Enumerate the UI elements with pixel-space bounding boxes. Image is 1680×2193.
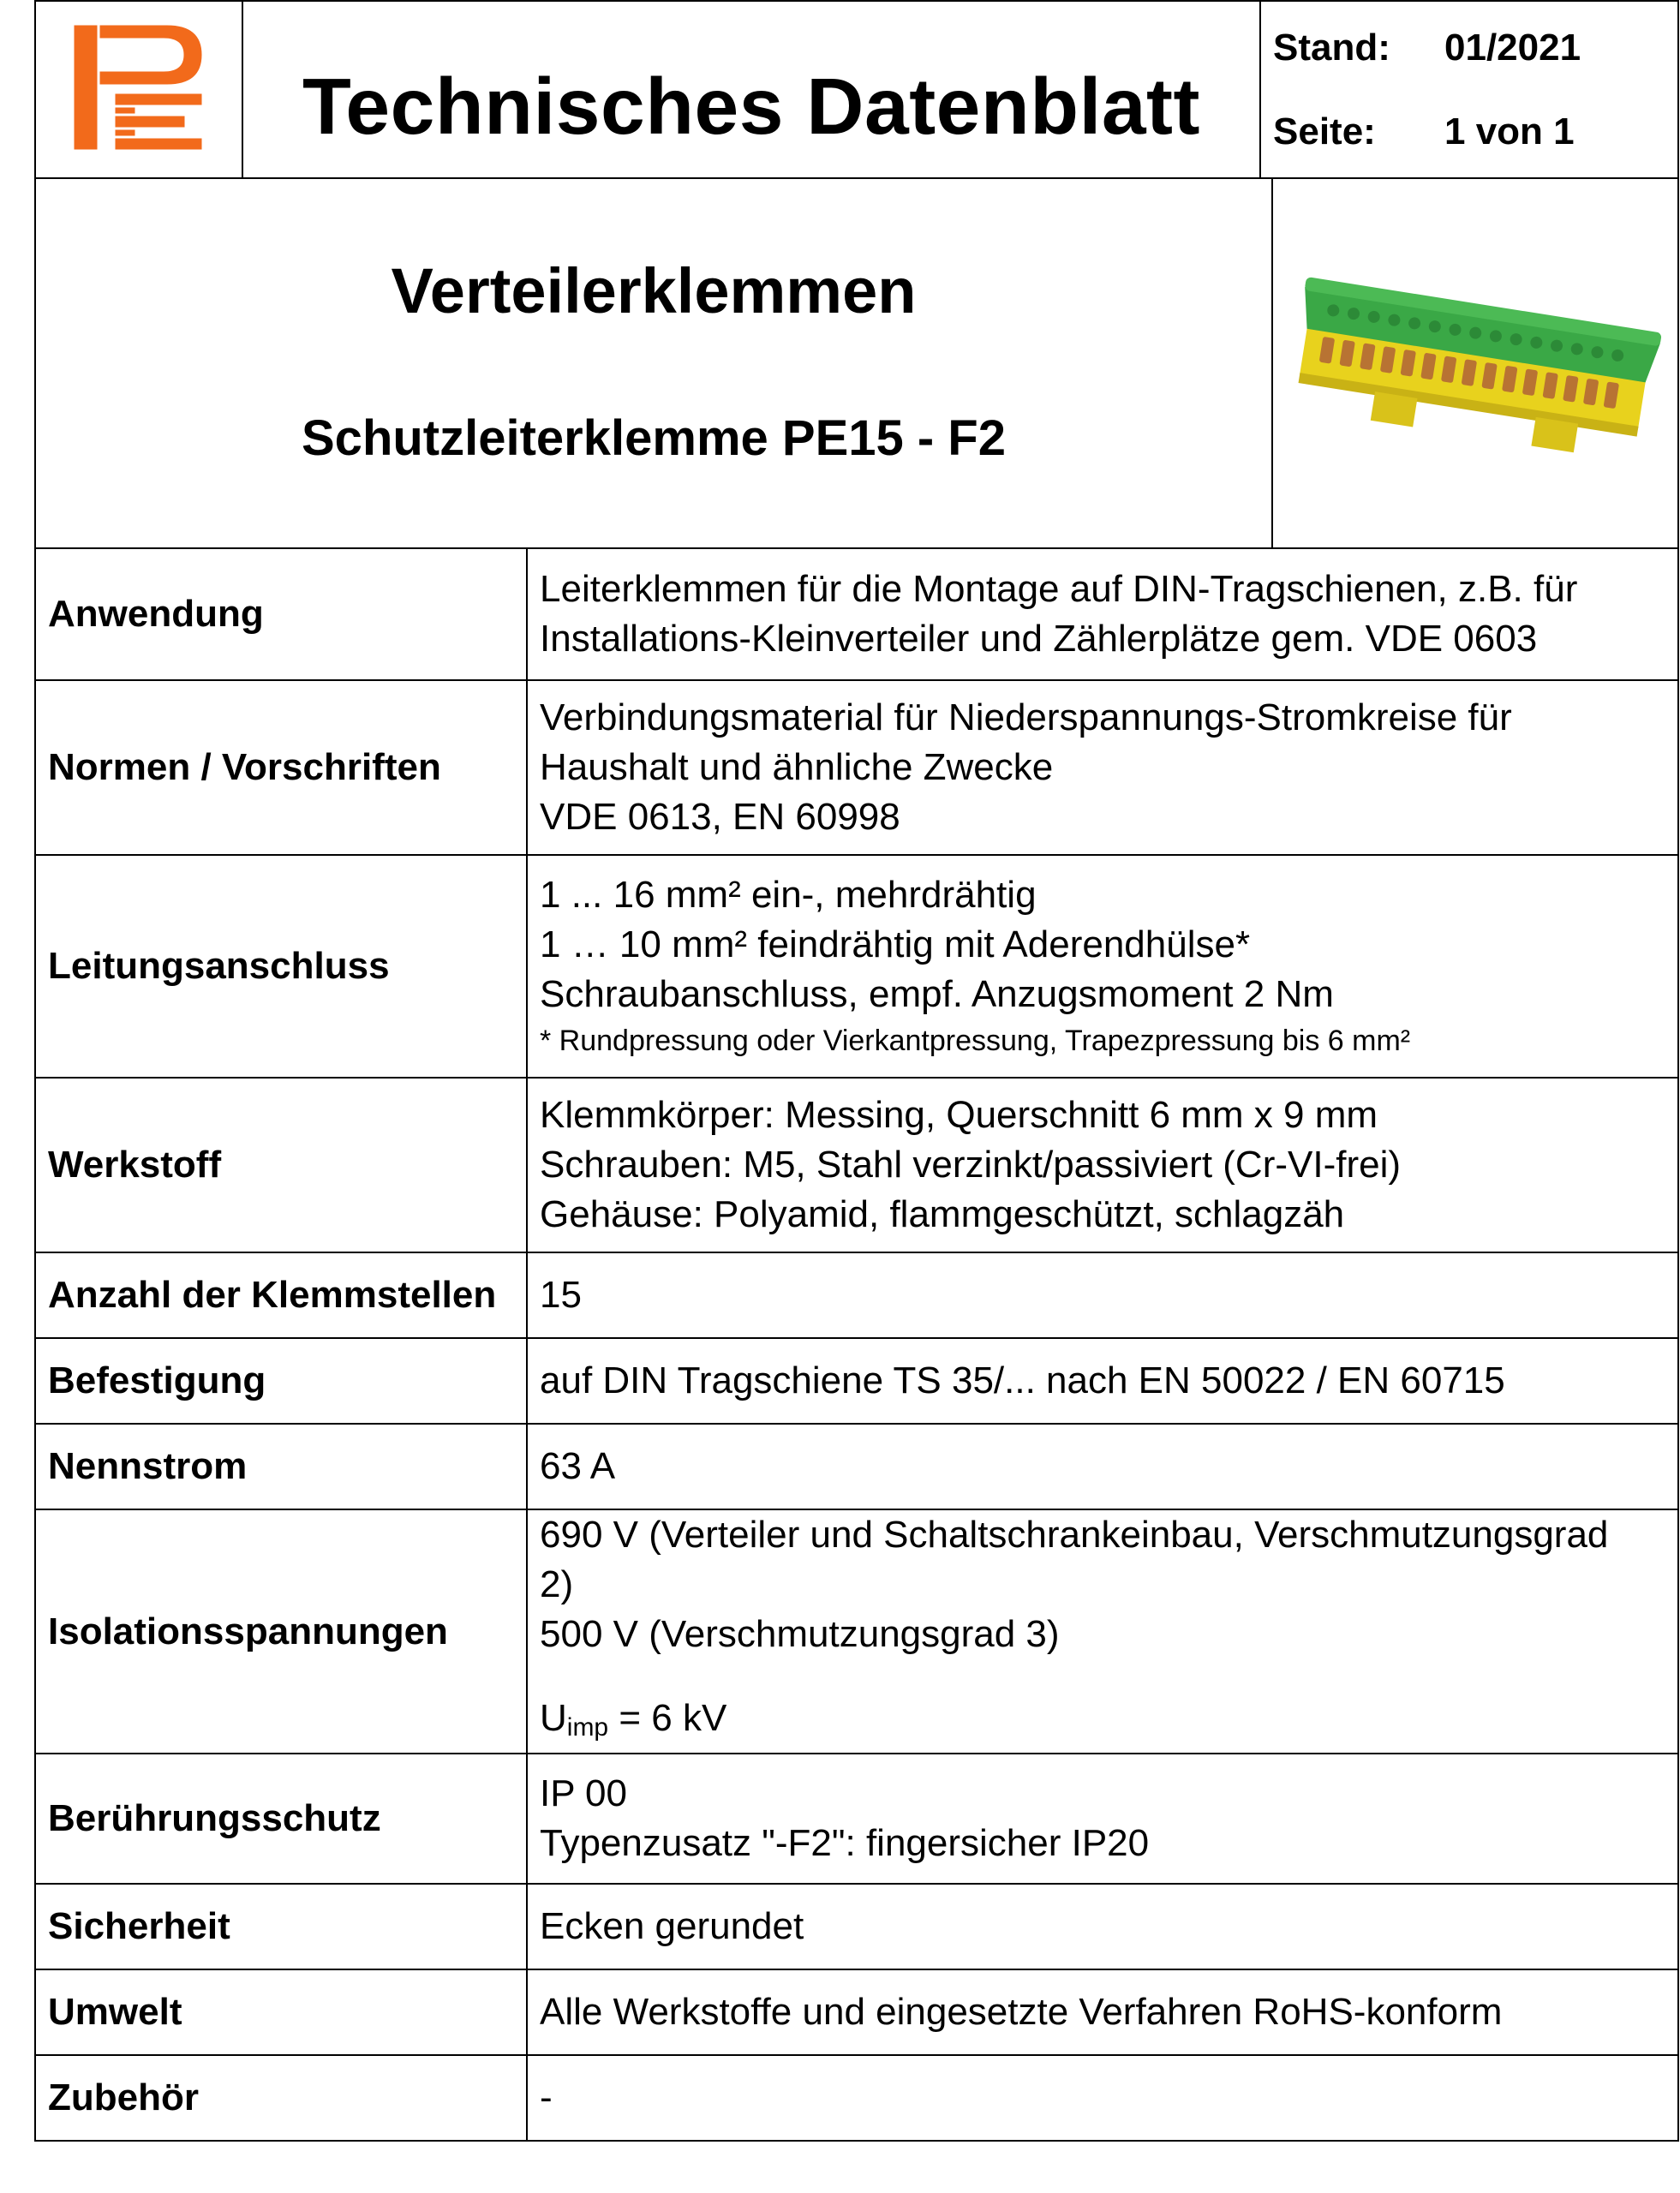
document-title: Technisches Datenblatt	[302, 62, 1201, 151]
anwendung-line: Leiterklemmen für die Montage auf DIN-Tragschienen, z.B. für	[540, 568, 1578, 610]
logo-cell	[35, 1, 242, 178]
gehaeuse-key: Gehäuse:	[540, 1193, 703, 1235]
seite-label: Seite:	[1273, 110, 1376, 152]
beruehrung-value	[527, 1754, 1678, 1884]
stand-value: 01/2021	[1444, 26, 1581, 69]
isolation-line: 500 V (Verschmutzungsgrad 3)	[540, 1613, 1060, 1655]
werkstoff-schrauben-row	[540, 1140, 1669, 1190]
uimp-symbol: U	[540, 1697, 567, 1739]
product-subtitle: Schutzleiterklemme PE15 - F2	[302, 410, 1006, 466]
isolation-value	[527, 1509, 1678, 1754]
product-table	[34, 177, 1679, 549]
uimp-value: = 6 kV	[608, 1697, 727, 1739]
seite-row	[1273, 90, 1677, 174]
leitung-line: 1 … 10 mm² feindrähtig mit Aderendhülse*	[540, 923, 1251, 965]
anzahl-value: 15	[527, 1252, 1678, 1338]
spec-table	[34, 547, 1679, 2142]
beruehrung-line: IP 00	[540, 1772, 627, 1814]
normen-line: Haushalt und ähnliche Zwecke	[540, 746, 1054, 788]
isolation-line: 690 V (Verteiler und Schaltschrankeinbau, Verschmutzungsgrad	[540, 1514, 1609, 1556]
header-table	[34, 0, 1679, 179]
nennstrom-value: 63 A	[527, 1424, 1678, 1509]
table-row	[35, 2055, 1678, 2141]
gehaeuse-value: Polyamid, flammgeschützt, schlagzäh	[714, 1193, 1345, 1235]
table-row	[35, 1969, 1678, 2055]
anwendung-label: Anwendung	[35, 548, 527, 680]
stand-label: Stand:	[1273, 26, 1390, 69]
uimp-subscript: imp	[566, 1713, 609, 1742]
normen-value	[527, 680, 1678, 855]
table-row	[35, 1078, 1678, 1252]
leitung-line: Schraubanschluss, empf. Anzugsmoment 2 Nm	[540, 973, 1334, 1015]
table-row	[35, 1509, 1678, 1754]
umwelt-value: Alle Werkstoffe und eingesetzte Verfahren RoHS-konform	[527, 1969, 1678, 2055]
normen-line: Verbindungsmaterial für Niederspannungs-Stromkreise für	[540, 696, 1512, 738]
beruehrung-line: Typenzusatz "-F2": fingersicher IP20	[540, 1822, 1150, 1864]
befestigung-value: auf DIN Tragschiene TS 35/... nach EN 50022 / EN 60715	[527, 1338, 1678, 1424]
sicherheit-label: Sicherheit	[35, 1884, 527, 1969]
zubehoer-value: -	[527, 2055, 1678, 2141]
product-text-cell	[35, 178, 1272, 548]
product-name: Verteilerklemmen	[391, 255, 917, 326]
leitung-line: 1 ... 16 mm² ein-, mehrdrähtig	[540, 874, 1037, 916]
seite-value: 1 von 1	[1444, 110, 1575, 152]
beruehrung-label: Berührungsschutz	[35, 1754, 527, 1884]
uimp-line	[540, 1694, 1669, 1753]
datasheet	[34, 0, 1679, 2142]
schrauben-key: Schrauben:	[540, 1144, 733, 1186]
table-row	[35, 855, 1678, 1078]
schrauben-value: M5, Stahl verzinkt/passiviert (Cr-VI-frei)	[743, 1144, 1401, 1186]
anwendung-value	[527, 548, 1678, 680]
isolation-label: Isolationsspannungen	[35, 1509, 527, 1754]
table-row	[35, 1252, 1678, 1338]
sicherheit-value: Ecken gerundet	[527, 1884, 1678, 1969]
werkstoff-line: Klemmkörper: Messing, Querschnitt 6 mm x 9 mm	[540, 1094, 1378, 1136]
leitung-footnote: * Rundpressung oder Vierkantpressung, Trapezpressung bis 6 mm²	[540, 1025, 1411, 1057]
zubehoer-label: Zubehör	[35, 2055, 527, 2141]
title-cell	[242, 1, 1260, 178]
pe-logo	[66, 19, 212, 156]
normen-label: Normen / Vorschriften	[35, 680, 527, 855]
terminal-block-image	[1287, 254, 1664, 469]
product-image-cell	[1272, 178, 1678, 548]
nennstrom-label: Nennstrom	[35, 1424, 527, 1509]
werkstoff-label: Werkstoff	[35, 1078, 527, 1252]
table-row	[35, 680, 1678, 855]
leitung-value	[527, 855, 1678, 1078]
leitung-label: Leitungsanschluss	[35, 855, 527, 1078]
table-row	[35, 1424, 1678, 1509]
table-row	[35, 1884, 1678, 1969]
table-row	[35, 1338, 1678, 1424]
werkstoff-value	[527, 1078, 1678, 1252]
stand-row	[1273, 6, 1677, 90]
table-row	[35, 548, 1678, 680]
normen-line: VDE 0613, EN 60998	[540, 796, 900, 838]
umwelt-label: Umwelt	[35, 1969, 527, 2055]
anzahl-label: Anzahl der Klemmstellen	[35, 1252, 527, 1338]
isolation-line: 2)	[540, 1563, 574, 1605]
meta-cell	[1260, 1, 1678, 178]
befestigung-label: Befestigung	[35, 1338, 527, 1424]
anwendung-line: Installations-Kleinverteiler und Zählerplätze gem. VDE 0603	[540, 618, 1538, 660]
table-row	[35, 1754, 1678, 1884]
werkstoff-gehaeuse-row	[540, 1190, 1669, 1240]
